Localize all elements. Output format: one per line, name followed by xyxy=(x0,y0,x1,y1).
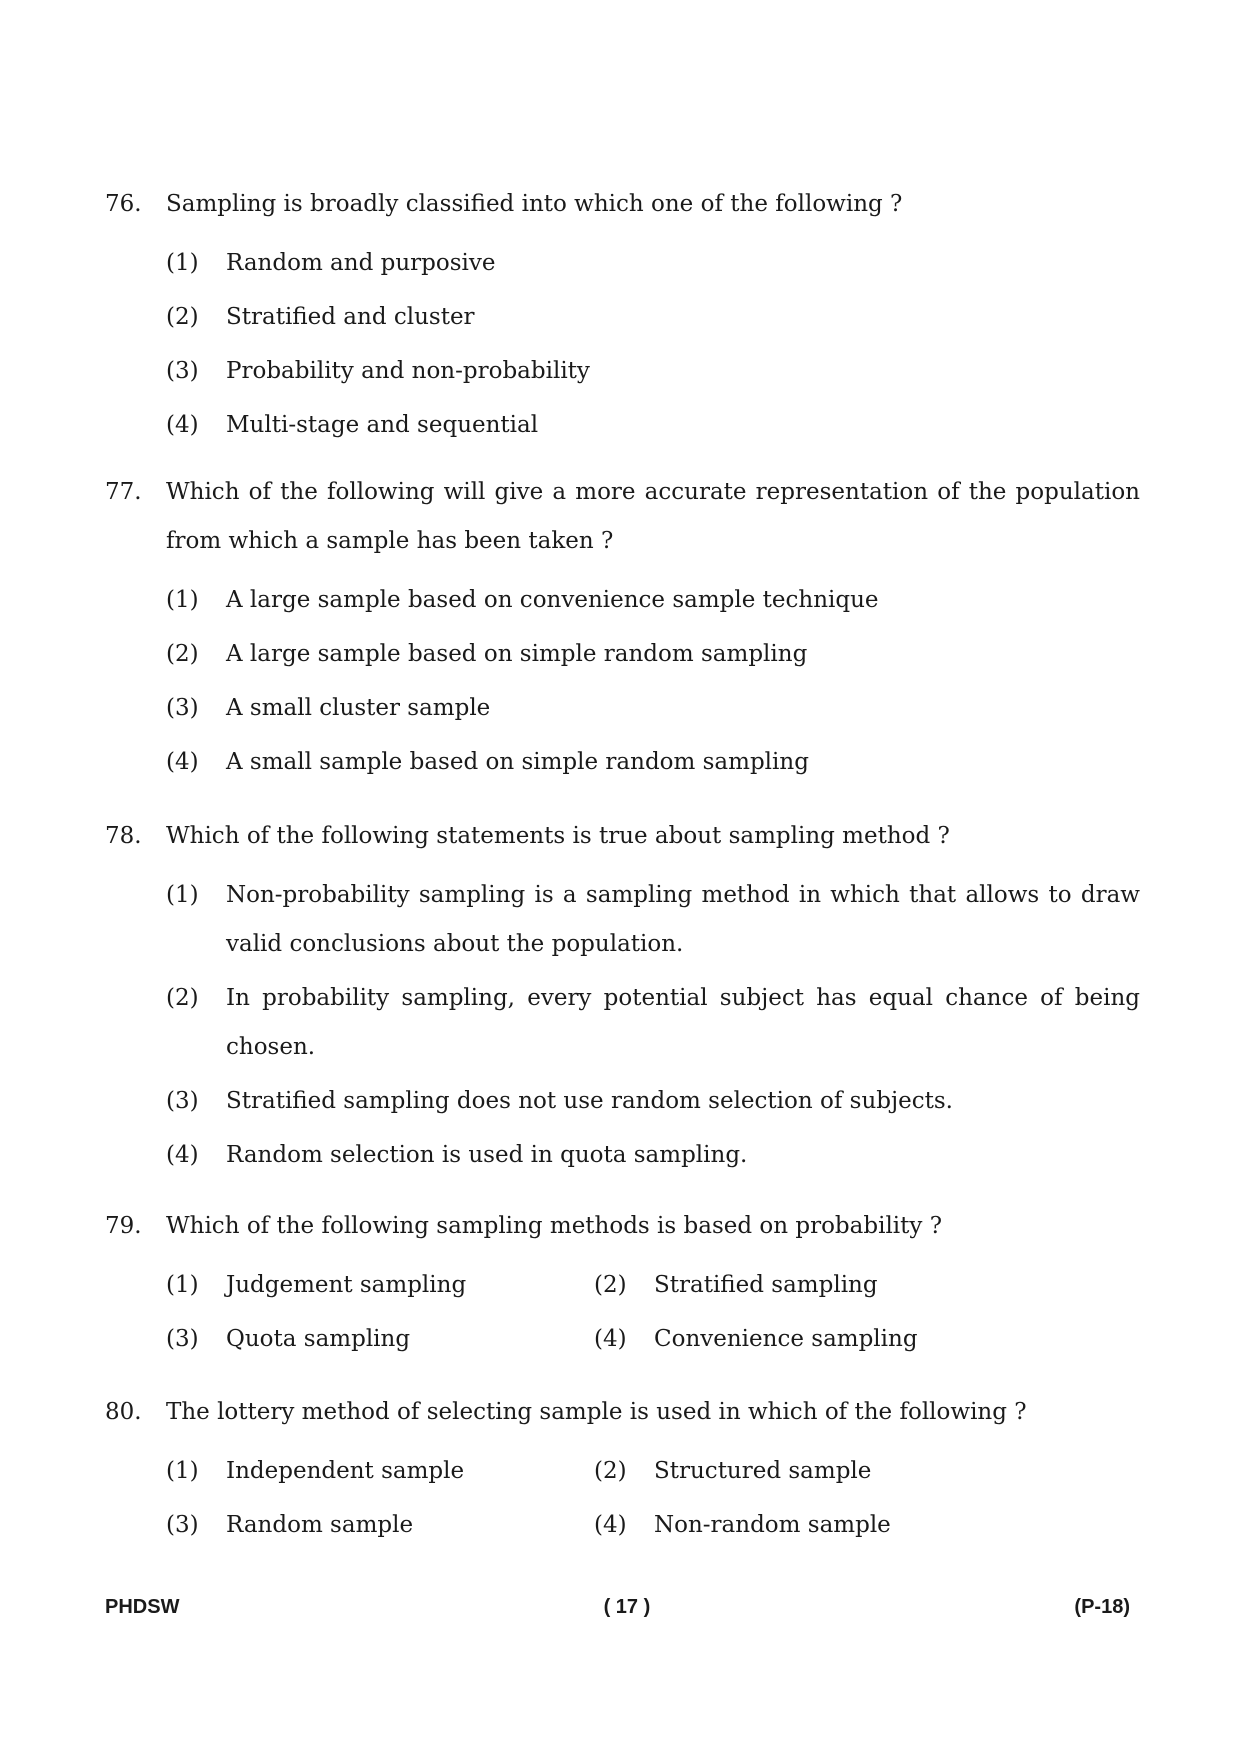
question-78 xyxy=(105,812,1140,1180)
option-label: (1) xyxy=(166,250,199,276)
option-text: Quota sampling xyxy=(226,1326,411,1352)
option-text: Random sample xyxy=(226,1512,414,1538)
options-list xyxy=(105,576,1140,787)
option-label: (1) xyxy=(166,882,199,908)
option-text: Independent sample xyxy=(226,1458,465,1484)
option xyxy=(166,239,1140,288)
option-label: (3) xyxy=(166,1512,199,1538)
option-text: In probability sampling, every potential subject has equal chance of being chosen. xyxy=(226,985,1140,1060)
option xyxy=(166,1077,1140,1126)
options-list xyxy=(105,871,1140,1180)
option-label: (3) xyxy=(166,695,199,721)
option-label: (4) xyxy=(166,412,199,438)
option xyxy=(166,1131,1140,1180)
question-stem xyxy=(105,1388,1140,1437)
option-label: (3) xyxy=(166,358,199,384)
set-code: (P-18) xyxy=(1074,1596,1130,1618)
option-text: Structured sample xyxy=(654,1458,872,1484)
option-text: A large sample based on simple random sampling xyxy=(226,641,808,667)
question-text: The lottery method of selecting sample is used in which of the following ? xyxy=(166,1399,1027,1425)
option-text: Stratified and cluster xyxy=(226,304,475,330)
option-text: Non-random sample xyxy=(654,1512,891,1538)
question-80 xyxy=(105,1388,1140,1550)
question-76 xyxy=(105,180,1140,450)
option-label: (2) xyxy=(594,1272,627,1298)
options-grid xyxy=(166,1447,1140,1550)
option xyxy=(594,1315,1140,1364)
option xyxy=(166,401,1140,450)
question-number: 78. xyxy=(105,823,142,849)
option xyxy=(594,1447,1140,1496)
option xyxy=(166,576,1140,625)
option xyxy=(166,738,1140,787)
option-text: A large sample based on convenience sample technique xyxy=(226,587,879,613)
option-text: A small cluster sample xyxy=(226,695,491,721)
question-number: 80. xyxy=(105,1399,142,1425)
paper-code: PHDSW xyxy=(105,1596,180,1618)
option-label: (2) xyxy=(166,985,199,1011)
options-list xyxy=(105,239,1140,450)
page-number: ( 17 ) xyxy=(603,1596,651,1618)
option xyxy=(166,347,1140,396)
option-label: (2) xyxy=(166,304,199,330)
option-label: (2) xyxy=(594,1458,627,1484)
option-label: (1) xyxy=(166,1272,199,1298)
option-label: (3) xyxy=(166,1326,199,1352)
option xyxy=(166,1315,594,1364)
option-label: (4) xyxy=(166,1142,199,1168)
question-number: 79. xyxy=(105,1213,142,1239)
option-label: (1) xyxy=(166,1458,199,1484)
question-stem xyxy=(105,812,1140,861)
question-number: 77. xyxy=(105,479,142,505)
option xyxy=(166,974,1140,1072)
option xyxy=(594,1501,1140,1550)
question-stem xyxy=(105,1202,1140,1251)
option-label: (2) xyxy=(166,641,199,667)
option-label: (1) xyxy=(166,587,199,613)
option-text: Stratified sampling does not use random selection of subjects. xyxy=(226,1088,953,1114)
option-text: Multi-stage and sequential xyxy=(226,412,539,438)
question-number: 76. xyxy=(105,191,142,217)
question-stem xyxy=(105,468,1140,566)
question-text: Which of the following sampling methods is based on probability ? xyxy=(166,1213,943,1239)
question-text: Sampling is broadly classified into which one of the following ? xyxy=(166,191,903,217)
option-label: (3) xyxy=(166,1088,199,1114)
question-79 xyxy=(105,1202,1140,1364)
option xyxy=(166,1261,594,1310)
option-text: Non-probability sampling is a sampling method in which that allows to draw valid conclusions about the population. xyxy=(226,882,1140,957)
option-text: Stratified sampling xyxy=(654,1272,878,1298)
question-text: Which of the following statements is true about sampling method ? xyxy=(166,823,950,849)
option-text: Random and purposive xyxy=(226,250,496,276)
option xyxy=(166,293,1140,342)
option xyxy=(166,1501,594,1550)
option-label: (4) xyxy=(594,1512,627,1538)
option xyxy=(594,1261,1140,1310)
option-text: Random selection is used in quota sampling. xyxy=(226,1142,748,1168)
option-text: Judgement sampling xyxy=(226,1272,467,1298)
option-label: (4) xyxy=(166,749,199,775)
question-stem xyxy=(105,180,1140,229)
option xyxy=(166,871,1140,969)
option xyxy=(166,684,1140,733)
options-grid xyxy=(166,1261,1140,1364)
option-label: (4) xyxy=(594,1326,627,1352)
question-text: Which of the following will give a more accurate representation of the population from which a sample has been taken ? xyxy=(166,479,1140,554)
option xyxy=(166,1447,594,1496)
question-77 xyxy=(105,468,1140,787)
option-text: A small sample based on simple random sampling xyxy=(226,749,809,775)
option xyxy=(166,630,1140,679)
option-text: Convenience sampling xyxy=(654,1326,918,1352)
page-footer xyxy=(105,1596,1130,1619)
option-text: Probability and non-probability xyxy=(226,358,590,384)
